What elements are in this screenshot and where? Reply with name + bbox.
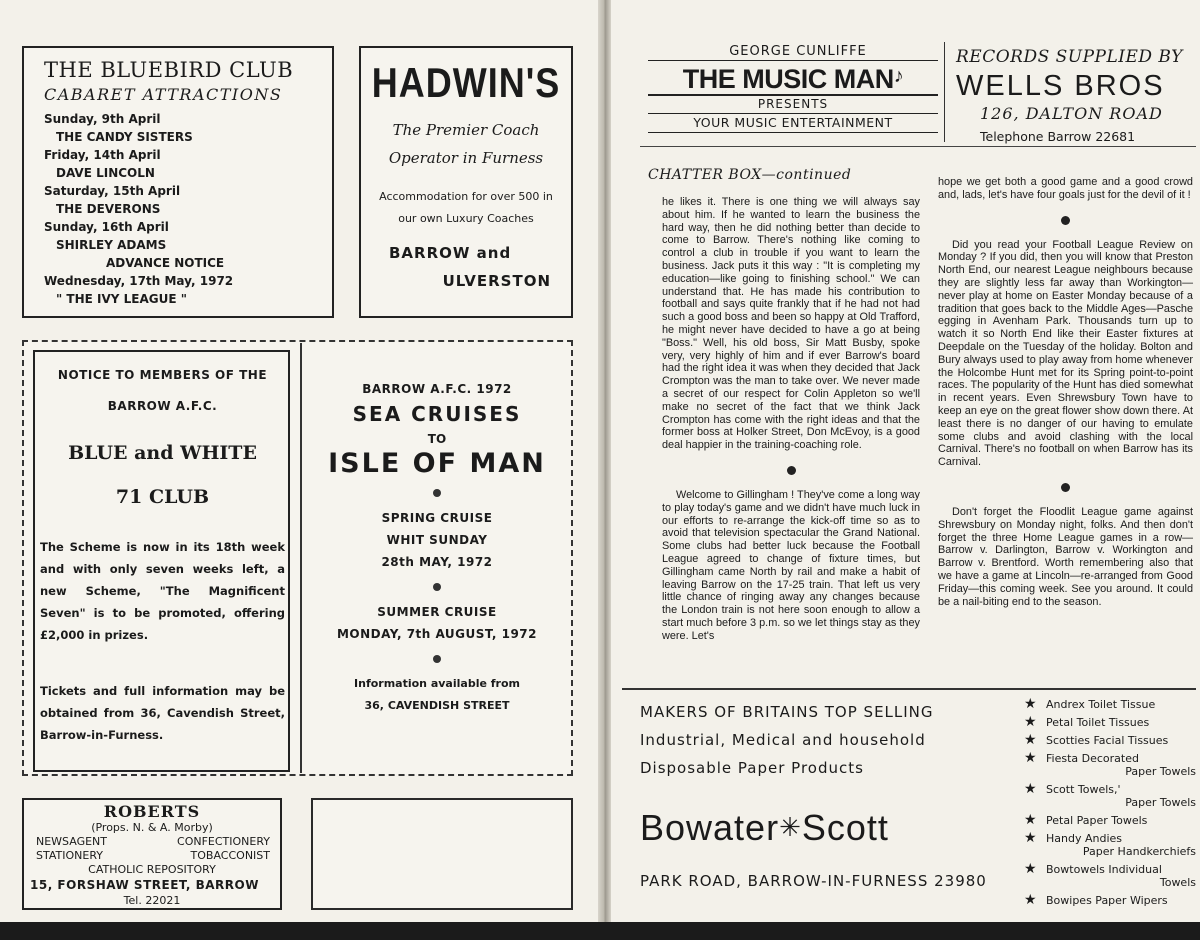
makers-line: MAKERS OF BRITAINS TOP SELLING: [640, 703, 934, 721]
makers-line: Industrial, Medical and household: [640, 731, 926, 749]
hadwins-accommodation: our own Luxury Coaches: [398, 212, 534, 225]
star-icon: ★: [1024, 750, 1037, 766]
spring-cruise-day: WHIT SUNDAY: [386, 533, 488, 547]
header-divider: [944, 42, 945, 142]
bluebird-date: Friday, 14th April: [44, 148, 161, 162]
adjacent-ad-box: [311, 798, 573, 910]
bottom-edge: [0, 922, 1200, 940]
bullet-dot: [433, 655, 441, 663]
wells-heading: RECORDS SUPPLIED BY: [956, 47, 1183, 67]
product-name: Bowtowels Individual: [1046, 863, 1162, 876]
product-name: Petal Paper Towels: [1046, 814, 1148, 827]
notice-body: The Scheme is now in its 18th week and with only seven weeks left, a new Scheme, "The Magnificent Seven" is to be promoted, offering £2,000 in prizes.: [40, 540, 285, 642]
summer-cruise: SUMMER CRUISE: [377, 605, 497, 619]
roberts-tel: Tel. 22021: [123, 894, 181, 907]
product-item: [1024, 752, 1196, 778]
cruise-address: 36, CAVENDISH STREET: [364, 699, 510, 712]
bluebird-act: " THE IVY LEAGUE ": [56, 292, 188, 306]
product-item: [1024, 894, 1196, 907]
product-subname: Paper Towels: [1125, 765, 1196, 778]
product-item: [1024, 814, 1196, 827]
hadwins-tagline: The Premier Coach: [392, 121, 540, 139]
cruise-to: TO: [427, 432, 447, 446]
star-icon: ★: [1024, 732, 1037, 748]
bullet-dot: [1061, 483, 1070, 492]
brand-part: Bowater: [640, 807, 780, 848]
summer-cruise-date: MONDAY, 7th AUGUST, 1972: [336, 627, 538, 641]
roberts-name: ROBERTS: [103, 802, 201, 821]
notice-tickets: Tickets and full information may be obtained from 36, Cavendish Street, Barrow-in-Furness.: [40, 684, 285, 742]
wells-bros-ad: [956, 44, 1196, 148]
bluebird-date: Sunday, 9th April: [44, 112, 161, 126]
roberts-service: NEWSAGENT: [36, 835, 107, 848]
product-name: Handy Andies: [1046, 832, 1123, 845]
roberts-props: (Props. N. & A. Morby): [91, 821, 213, 834]
music-man-title-text: THE MUSIC MAN: [682, 64, 894, 94]
hadwins-title: HADWIN'S: [371, 58, 561, 106]
sea-cruises-ad: [303, 382, 571, 717]
chatter-box-heading: CHATTER BOX—continued: [648, 167, 852, 183]
bluebird-date: Sunday, 16th April: [44, 220, 169, 234]
cruise-info: Information available from: [354, 677, 520, 690]
product-subname: Paper Handkerchiefs: [1082, 845, 1196, 858]
notice-heading: BARROW A.F.C.: [107, 399, 218, 413]
chatter-paragraph: hope we get both a good game and a good crowd and, lads, let's have four goals just for the devil of it !: [938, 176, 1193, 201]
bullet-dot: [787, 466, 796, 475]
cruise-title: SEA CRUISES: [352, 402, 522, 426]
roberts-service: TOBACCONIST: [190, 849, 270, 862]
hadwins-location: ULVERSTON: [442, 272, 551, 290]
product-list: [1024, 698, 1196, 912]
chatter-paragraph: he likes it. There is one thing we will always say about him. If he wanted to learn the business the hard way, then he did nothing better than decide to come to Barrow. There's nothing like coming to control a club in trouble if you want to learn the business. Jack puts it this way : "It is completing my education—like going to finishing school." We can understand that. He has made his contribution to football and says quite frankly that if he had not had such a good boss and been so happy at Old Trafford, he might never have decided to have a go at being "Boss." Well, his old boss, Sir Matt Busby, spoke very, very highly of him and if ever Barrow's board had the right idea it was when they decided that Jack Crompton was the man to take over. We never made a secret of our respect for Colin Appleton so we'll make no secret of the fact that we think Jack Crompton has come with the right ideas and that the former boss at Holker Street, Don McEvoy, is a good deal happier in the training-coaching role.: [662, 196, 920, 452]
star-icon: ★: [1024, 861, 1037, 877]
product-item: [1024, 734, 1196, 747]
hadwins-ad: [359, 46, 573, 318]
music-man-ad: [648, 44, 938, 140]
bluebird-act: THE DEVERONS: [56, 202, 161, 216]
bullet-dot: [433, 489, 441, 497]
bluebird-date: Wednesday, 17th May, 1972: [44, 274, 234, 288]
blue-white-club-notice: [40, 360, 285, 746]
music-man-presents: PRESENTS: [648, 96, 938, 114]
notice-divider: [300, 343, 302, 773]
section-rule: [622, 688, 1196, 690]
chatter-paragraph: Welcome to Gillingham ! They've come a long way to play today's game and we didn't have much luck in our efforts to re-arrange the kick-off time so as to avoid that television spectacular the Grand National. Some clubs had better luck because the Football League agreed to change of fixture times, but Gillingham came North by rail and make a habit of leaving Barrow on the 17-25 train. That left us very little chance of ringing away any changes because the London train is not here soon enough to allow a start much before 3 p.m. so we let things stay as they were. Let's: [662, 488, 920, 642]
wells-address: 126, DALTON ROAD: [980, 104, 1163, 123]
bowater-scott-logo: [640, 807, 889, 849]
bluebird-act: THE CANDY SISTERS: [56, 130, 193, 144]
wells-telephone: Telephone Barrow 22681: [980, 129, 1136, 144]
roberts-services-row: [24, 849, 280, 863]
hadwins-accommodation: Accommodation for over 500 in: [379, 190, 553, 203]
bowater-address: PARK ROAD, BARROW-IN-FURNESS 23980: [640, 872, 987, 890]
roberts-address: 15, FORSHAW STREET, BARROW: [30, 878, 259, 892]
bluebird-advance-notice: ADVANCE NOTICE: [106, 256, 225, 270]
bluebird-title: THE BLUEBIRD CLUB: [44, 58, 294, 82]
header-rule: [640, 146, 1196, 147]
bluebird-act: SHIRLEY ADAMS: [56, 238, 167, 252]
cruise-destination: ISLE OF MAN: [328, 448, 546, 479]
product-item: [1024, 716, 1196, 729]
roberts-services-row: [24, 835, 280, 849]
brand-part: Scott: [801, 807, 889, 848]
product-item: [1024, 783, 1196, 809]
bluebird-act: DAVE LINCOLN: [56, 166, 155, 180]
product-name: Bowipes Paper Wipers: [1046, 894, 1168, 907]
cruise-organizer: BARROW A.F.C. 1972: [362, 382, 512, 396]
star-icon: ★: [1024, 830, 1037, 846]
product-name: Petal Toilet Tissues: [1046, 716, 1150, 729]
makers-line: Disposable Paper Products: [640, 759, 864, 777]
star-icon: ★: [1024, 812, 1037, 828]
product-name: Scotties Facial Tissues: [1046, 734, 1169, 747]
bluebird-subtitle: CABARET ATTRACTIONS: [44, 85, 283, 104]
roberts-service: CONFECTIONERY: [177, 835, 270, 848]
product-subname: Paper Towels: [1125, 796, 1196, 809]
chatter-column-left: [662, 196, 920, 643]
roberts-ad: [22, 798, 282, 910]
wells-name: WELLS BROS: [956, 70, 1165, 102]
product-name: Scott Towels,': [1046, 783, 1121, 796]
product-name: Fiesta Decorated: [1046, 752, 1139, 765]
hadwins-location: BARROW and: [389, 244, 512, 262]
roberts-service: STATIONERY: [36, 849, 103, 862]
music-man-owner: GEORGE CUNLIFFE: [648, 44, 938, 61]
product-subname: Towels: [1159, 876, 1196, 889]
spring-cruise-date: 28th MAY, 1972: [381, 555, 493, 569]
star-icon: ✳: [779, 812, 802, 842]
product-item: [1024, 863, 1196, 889]
bullet-dot: [433, 583, 441, 591]
product-item: [1024, 698, 1196, 711]
star-icon: ★: [1024, 781, 1037, 797]
chatter-paragraph: Don't forget the Floodlit League game against Shrewsbury on Monday night, folks. And then don't forget the three Home League games in a row—Barrow v. Darlington, Barrow v. Workington and Barrow v. Brentford. Worth remembering also that we have a game at Lincoln—re-arranged from Good Friday—this coming week. See you around. It could be a nail-biting end to the season.: [938, 505, 1193, 608]
star-icon: ★: [1024, 696, 1037, 712]
chatter-column-right: [938, 176, 1193, 608]
product-item: [1024, 832, 1196, 858]
bowater-scott-ad: [640, 698, 1000, 782]
spring-cruise: SPRING CRUISE: [381, 511, 493, 525]
music-note-icon: ♪: [893, 65, 904, 87]
bullet-dot: [1061, 216, 1070, 225]
club-name: 71 CLUB: [115, 486, 210, 508]
page-gutter: [598, 0, 611, 940]
star-icon: ★: [1024, 892, 1037, 908]
chatter-paragraph: Did you read your Football League Review on Monday ? If you did, then you will know that Preston North End, our nearest League neighbours because they are slightly less far away than Workington—never play at home on Easter Monday because of a tradition that goes back to the Middle Ages—Pasche egging in Avenham Park. Thousands turn up to watch it so North End like their Easter fixtures at Deepdale on the Tuesday of the holiday. Bolton and Bury always used to play away from home whenever the Holcombe Hunt met for its Spring point-to-point races. The popularity of the Hunt has died somewhat in recent years. Even Shrewsbury Town have to keep an eye on the great flower show down there. At least there is no danger of our having to emulate some clubs and avoid clashing with the local Carnival. There's no football on when Barrow has its Carnival.: [938, 238, 1193, 469]
music-man-tagline: YOUR MUSIC ENTERTAINMENT: [648, 114, 938, 133]
bluebird-date: Saturday, 15th April: [44, 184, 181, 198]
roberts-service: CATHOLIC REPOSITORY: [88, 863, 216, 876]
club-name: BLUE and WHITE: [68, 442, 257, 464]
product-name: Andrex Toilet Tissue: [1046, 698, 1156, 711]
bluebird-club-ad: [22, 46, 334, 318]
star-icon: ★: [1024, 714, 1037, 730]
music-man-title: [648, 61, 938, 96]
notice-heading: NOTICE TO MEMBERS OF THE: [57, 368, 268, 382]
hadwins-tagline: Operator in Furness: [388, 149, 544, 167]
